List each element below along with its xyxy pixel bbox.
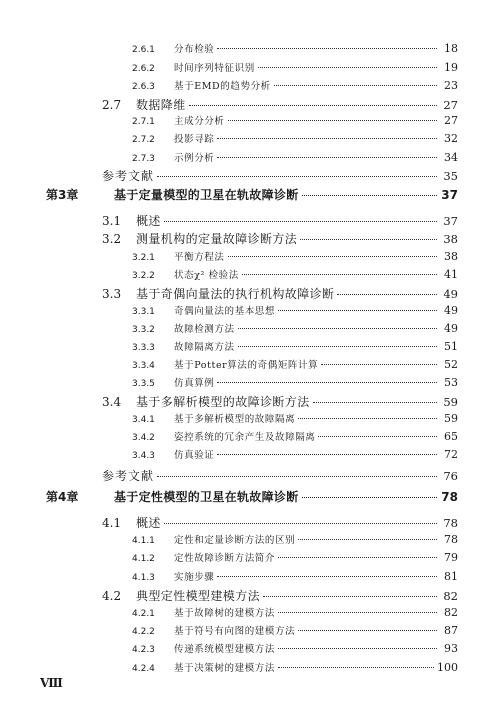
toc-entry-title: 基于定量模型的卫星在轨故障诊断 <box>114 188 299 202</box>
dot-leader <box>217 381 437 383</box>
toc-entry-number: 4.1.1 <box>132 536 155 546</box>
toc-entry-number: 4.1.2 <box>132 554 155 564</box>
toc-entry-number: 3.3.3 <box>132 343 155 353</box>
toc-entry-number: 4.1 <box>102 516 122 530</box>
toc-entry-page-number: 65 <box>444 430 458 443</box>
toc-entry-number: 3.2 <box>102 232 122 246</box>
dot-leader <box>278 647 437 649</box>
toc-entry-page-number: 38 <box>443 232 458 246</box>
toc-subsection-entry <box>132 411 458 425</box>
toc-entry-number: 2.7.2 <box>132 135 155 145</box>
toc-entry-title: 状态χ² 检验法 <box>174 270 239 281</box>
toc-entry-number: 3.3.4 <box>132 361 155 371</box>
dot-leader <box>217 156 437 158</box>
toc-subsection-entry <box>132 303 458 317</box>
toc-entry-page-number: 87 <box>444 624 458 637</box>
toc-entry-number: 2.7 <box>102 98 122 112</box>
dot-leader <box>318 435 437 437</box>
toc-entry-title: 实施步骤 <box>174 572 215 583</box>
toc-chapter-entry <box>46 488 458 505</box>
toc-entry-title: 仿真算例 <box>174 378 215 389</box>
toc-entry-title: 时间序列特征识别 <box>174 63 255 74</box>
toc-entry-title: 分布检验 <box>174 44 215 55</box>
toc-subsection-entry <box>132 131 458 145</box>
toc-subsection-entry <box>132 267 458 281</box>
toc-section-entry <box>102 587 458 604</box>
dot-leader <box>258 66 437 68</box>
dot-leader <box>164 220 437 222</box>
toc-entry-number: 2.7.1 <box>132 117 155 127</box>
dot-leader <box>302 496 437 498</box>
toc-entry-title: 参考文献 <box>102 169 155 183</box>
toc-entry-page-number: 35 <box>443 169 458 183</box>
dot-leader <box>298 538 437 540</box>
dot-leader <box>313 401 437 403</box>
toc-entry-page-number: 51 <box>444 340 458 353</box>
toc-entry-title: 定性和定量诊断方法的区别 <box>174 535 296 546</box>
dot-leader <box>217 453 437 455</box>
toc-section-entry <box>102 285 458 302</box>
toc-entry-number: 3.1 <box>102 214 122 228</box>
dot-leader <box>274 84 437 86</box>
dot-leader <box>157 175 437 177</box>
toc-entry-number: 4.2.1 <box>132 609 155 619</box>
toc-entry-number: 第3章 <box>46 188 79 202</box>
dot-leader <box>300 238 437 240</box>
toc-subsection-entry <box>132 375 458 389</box>
dot-leader <box>228 255 437 257</box>
toc-entry-number: 2.6.3 <box>132 82 155 92</box>
toc-subsection-entry <box>132 339 458 353</box>
dot-leader <box>157 475 437 477</box>
dot-leader <box>242 273 437 275</box>
toc-entry-page-number: 100 <box>437 661 458 674</box>
toc-entry-title: 基于Potter算法的奇偶矩阵计算 <box>174 360 319 371</box>
toc-section-entry <box>102 230 458 247</box>
toc-entry-title: 参考文献 <box>102 469 155 483</box>
toc-entry-title: 基于多解析模型的故障诊断方法 <box>136 395 310 409</box>
dot-leader <box>217 575 437 577</box>
dot-leader <box>278 309 437 311</box>
toc-entry-page-number: 93 <box>444 642 458 655</box>
dot-leader <box>238 327 437 329</box>
toc-entry-title: 奇偶向量法的基本思想 <box>174 306 276 317</box>
toc-entry-title: 基于定性模型的卫星在轨故障诊断 <box>114 490 299 504</box>
toc-chapter-entry <box>46 186 458 203</box>
toc-entry-page-number: 78 <box>444 533 458 546</box>
toc-entry-number: 3.4 <box>102 395 122 409</box>
dot-leader <box>298 417 437 419</box>
toc-entry-number: 2.6.1 <box>132 45 155 55</box>
toc-subsection-entry <box>132 78 458 92</box>
dot-leader <box>302 194 437 196</box>
toc-subsection-entry <box>132 150 458 164</box>
toc-entry-title: 故障隔离方法 <box>174 342 235 353</box>
toc-entry-title: 姿控系统的冗余产生及故障隔离 <box>174 432 316 443</box>
toc-references-entry <box>102 467 458 484</box>
toc-entry-page-number: 37 <box>441 188 458 202</box>
toc-entry-page-number: 52 <box>444 358 458 371</box>
toc-references-entry <box>102 167 458 184</box>
dot-leader <box>228 119 437 121</box>
toc-entry-page-number: 59 <box>444 412 458 425</box>
toc-entry-page-number: 32 <box>444 132 458 145</box>
toc-subsection-entry <box>132 41 458 55</box>
toc-section-entry <box>102 96 458 113</box>
dot-leader <box>278 666 434 668</box>
toc-subsection-entry <box>132 660 458 674</box>
toc-entry-number: 3.3.2 <box>132 325 155 335</box>
dot-leader <box>164 522 437 524</box>
toc-entry-number: 4.2.4 <box>132 664 155 674</box>
toc-entry-page-number: 49 <box>443 287 458 301</box>
toc-entry-number: 3.3 <box>102 287 122 301</box>
toc-section-entry <box>102 514 458 531</box>
toc-entry-number: 4.1.3 <box>132 573 155 583</box>
toc-entry-page-number: 79 <box>444 551 458 564</box>
toc-entry-page-number: 18 <box>444 42 458 55</box>
toc-entry-title: 基于符号有向图的建模方法 <box>174 626 296 637</box>
toc-entry-title: 故障检测方法 <box>174 324 235 335</box>
toc-entry-page-number: 38 <box>444 250 458 263</box>
toc-entry-title: 数据降维 <box>136 98 186 112</box>
toc-entry-title: 平衡方程法 <box>174 252 225 263</box>
toc-entry-title: 概述 <box>136 516 161 530</box>
toc-subsection-entry <box>132 429 458 443</box>
toc-entry-number: 2.7.3 <box>132 154 155 164</box>
toc-entry-title: 基于奇偶向量法的执行机构故障诊断 <box>136 287 335 301</box>
toc-entry-page-number: 76 <box>443 469 458 483</box>
toc-entry-title: 测量机构的定量故障诊断方法 <box>136 232 298 246</box>
toc-section-entry <box>102 212 458 229</box>
toc-entry-title: 示例分析 <box>174 153 215 164</box>
toc-entry-title: 投影寻踪 <box>174 134 215 145</box>
toc-entry-page-number: 23 <box>444 79 458 92</box>
toc-subsection-entry <box>132 550 458 564</box>
dot-leader <box>263 595 437 597</box>
toc-entry-number: 第4章 <box>46 490 79 504</box>
toc-entry-title: 主成分分析 <box>174 116 225 127</box>
dot-leader <box>337 293 437 295</box>
dot-leader <box>298 629 437 631</box>
toc-entry-title: 概述 <box>136 214 161 228</box>
toc-entry-page-number: 81 <box>444 570 458 583</box>
toc-subsection-entry <box>132 249 458 263</box>
toc-subsection-entry <box>132 569 458 583</box>
toc-subsection-entry <box>132 113 458 127</box>
toc-subsection-entry <box>132 641 458 655</box>
toc-entry-title: 传递系统模型建模方法 <box>174 644 276 655</box>
dot-leader <box>217 47 437 49</box>
toc-subsection-entry <box>132 357 458 371</box>
toc-entry-number: 2.6.2 <box>132 64 155 74</box>
toc-entry-page-number: 19 <box>444 61 458 74</box>
toc-entry-page-number: 53 <box>444 376 458 389</box>
toc-entry-number: 3.3.5 <box>132 379 155 389</box>
toc-entry-page-number: 49 <box>444 322 458 335</box>
dot-leader <box>278 611 437 613</box>
toc-entry-number: 3.2.1 <box>132 253 155 263</box>
dot-leader <box>321 363 437 365</box>
toc-entry-number: 4.2 <box>102 589 122 603</box>
toc-entry-number: 3.4.1 <box>132 415 155 425</box>
toc-subsection-entry <box>132 605 458 619</box>
toc-subsection-entry <box>132 321 458 335</box>
toc-entry-page-number: 82 <box>444 606 458 619</box>
toc-entry-title: 基于EMD的趋势分析 <box>174 81 271 92</box>
toc-entry-title: 基于故障树的建模方法 <box>174 608 276 619</box>
toc-entry-page-number: 78 <box>441 490 458 504</box>
toc-entry-number: 3.2.2 <box>132 271 155 281</box>
toc-entry-title: 典型定性模型建模方法 <box>136 589 261 603</box>
dot-leader <box>217 137 437 139</box>
dot-leader <box>189 104 437 106</box>
toc-entry-page-number: 82 <box>443 589 458 603</box>
toc-entry-page-number: 41 <box>444 268 458 281</box>
toc-entry-page-number: 27 <box>443 98 458 112</box>
toc-entry-title: 基于多解析模型的故障隔离 <box>174 414 296 425</box>
toc-entry-number: 3.4.3 <box>132 451 155 461</box>
page-folio: Ⅷ <box>40 676 63 690</box>
toc-entry-number: 3.3.1 <box>132 307 155 317</box>
toc-section-entry <box>102 393 458 410</box>
toc-entry-number: 3.4.2 <box>132 433 155 443</box>
toc-entry-page-number: 27 <box>444 114 458 127</box>
toc-entry-page-number: 59 <box>443 395 458 409</box>
toc-entry-number: 4.2.3 <box>132 645 155 655</box>
toc-subsection-entry <box>132 447 458 461</box>
dot-leader <box>278 556 437 558</box>
dot-leader <box>238 345 437 347</box>
toc-entry-page-number: 78 <box>443 516 458 530</box>
toc-entry-number: 4.2.2 <box>132 627 155 637</box>
toc-entry-page-number: 37 <box>443 214 458 228</box>
toc-entry-page-number: 49 <box>444 304 458 317</box>
toc-entry-page-number: 34 <box>444 151 458 164</box>
toc-subsection-entry <box>132 60 458 74</box>
toc-entry-title: 定性故障诊断方法简介 <box>174 553 276 564</box>
toc-entry-title: 基于决策树的建模方法 <box>174 663 276 674</box>
toc-entry-page-number: 72 <box>444 448 458 461</box>
toc-subsection-entry <box>132 532 458 546</box>
toc-subsection-entry <box>132 623 458 637</box>
toc-entry-title: 仿真验证 <box>174 450 215 461</box>
